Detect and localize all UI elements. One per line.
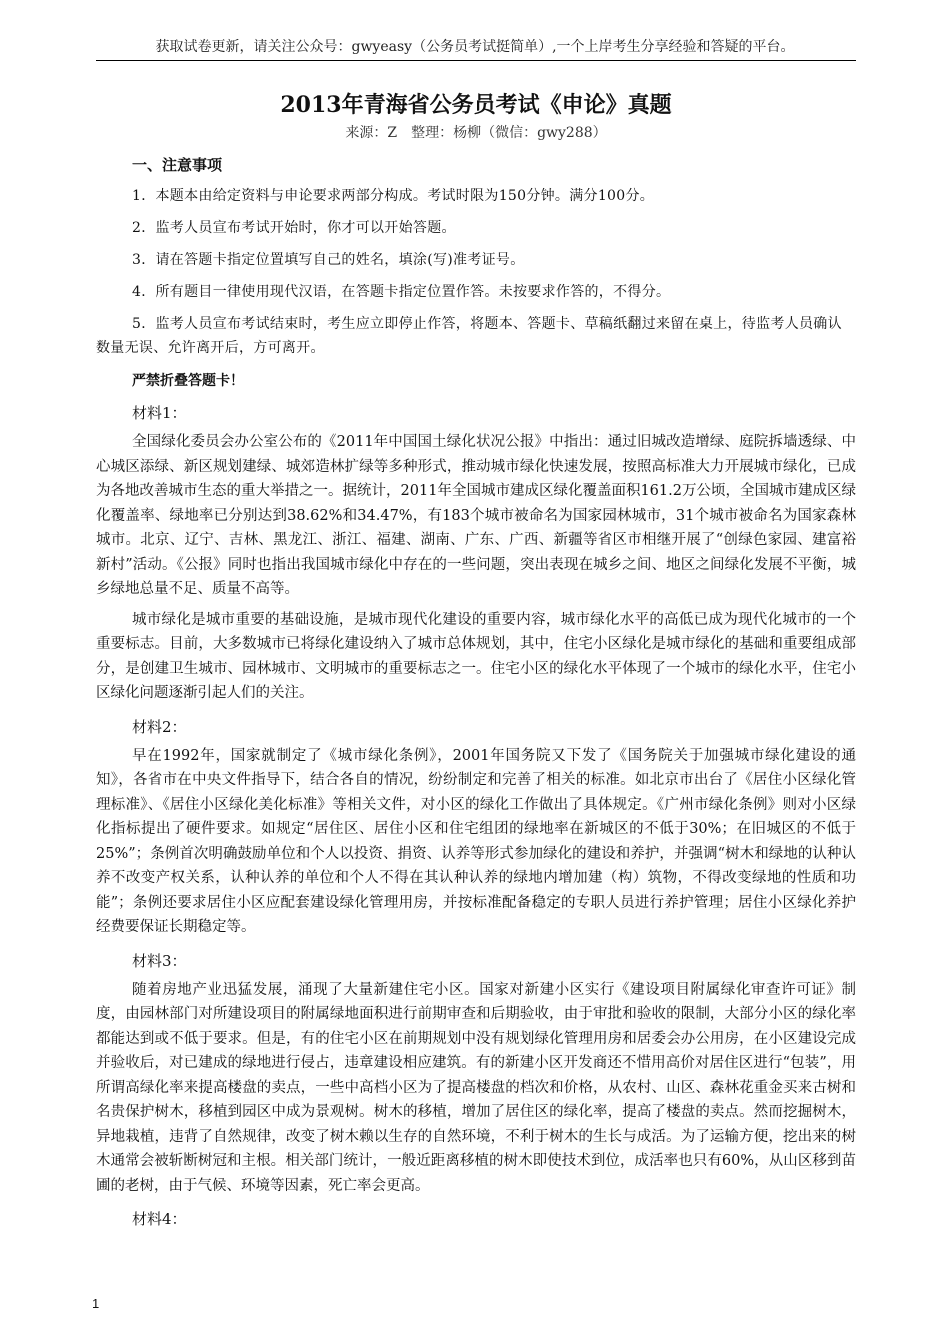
notice-item: 5．监考人员宣布考试结束时，考生应立即停止作答，将题本、答题卡、草稿纸翻过来留在桌上，待监考人员确认数量无误、允许离开后，方可离开。 [96,316,842,356]
material-heading: 材料1： [132,404,187,422]
notice-item: 2．监考人员宣布考试开始时，你才可以开始答题。 [132,220,456,236]
material-paragraph: 早在1992年，国家就制定了《城市绿化条例》，2001年国务院又下发了《国务院关于加强城市绿化建设的通知》，各省市在中央文件指导下，结合各自的情况，纷纷制定和完善了相关的标准。如北京市出台了《居住小区绿化管理标准》、《居住小区绿化美化标准》等相关文件，对小区的绿化工作做出了具体规定。《广州市绿化条例》则对小区绿化指标提出了硬件要求。如规定“居住区、居住小区和住宅组团的绿地率在新城区的不低于30%；在旧城区的不低于25%”；条例首次明确鼓励单位和个人以投资、捐资、认养等形式参加绿化的建设和养护，并强调“树木和绿地的认种认养不改变产权关系，认种认养的单位和个人不得在其认种认养的绿地内增加建（构）筑物，不得改变绿地的性质和功能”；条例还要求居住小区应配套建设绿化管理用房，并按标准配备稳定的专职人员进行养护管理；居住小区绿化养护经费要保证长期稳定等。 [96,747,856,935]
page-title: 2013年青海省公务员考试《申论》真题 [280,92,672,118]
header-divider [96,60,856,61]
material-heading: 材料3： [132,951,187,970]
material-paragraph: 城市绿化是城市重要的基础设施，是城市现代化建设的重要内容，城市绿化水平的高低已成为现代化城市的一个重要标志。目前，大多数城市已将绿化建设纳入了城市总体规划，其中，住宅小区绿化是城市绿化的基础和重要组成部分，是创建卫生城市、园林城市、文明城市的重要标志之一。住宅小区的绿化水平体现了一个城市的绿化水平，住宅小区绿化问题逐渐引起人们的关注。 [96,611,856,701]
notice-item: 3．请在答题卡指定位置填写自己的姓名，填涂(写)准考证号。 [132,252,525,268]
material-paragraph: 全国绿化委员会办公室公布的《2011年中国国土绿化状况公报》中指出：通过旧城改造增绿、庭院拆墙透绿、中心城区添绿、新区规划建绿、城郊造林扩绿等多种形式，推动城市绿化快速发展，按照高标准大力开展城市绿化，已成为各地改善城市生态的重大举措之一。据统计，2011年全国城市建成区绿化覆盖面积161.2万公顷，全国城市建成区绿化覆盖率、绿地率已分别达到38.62%和34.47%，有183个城市被命名为国家园林城市，31个城市被命名为国家森林城市。北京、辽宁、吉林、黑龙江、浙江、福建、湖南、广东、广西、新疆等省区市相继开展了“创绿色家园、建富裕新村”活动。《公报》同时也指出我国城市绿化中存在的一些问题，突出表现在城乡之间、地区之间绿化发展不平衡，城乡绿地总量不足、质量不高等。 [96,434,856,597]
material-heading: 材料2： [132,717,187,736]
notice-heading: 一、注意事项 [132,156,223,174]
header-note: 获取试卷更新，请关注公众号：gwyeasy（公务员考试挺简单）,一个上岸考生分享经验和答疑的平台。 [155,39,795,55]
notice-item: 1．本题本由给定资料与申论要求两部分构成。考试时限为150分钟。满分100分。 [132,188,655,204]
page-number: 1 [92,1296,100,1311]
material-heading: 材料4： [132,1210,187,1228]
material-paragraph: 随着房地产业迅猛发展，涌现了大量新建住宅小区。国家对新建小区实行《建设项目附属绿化审查许可证》制度，由园林部门对所建设项目的附属绿地面积进行前期审查和后期验收，由于审批和验收的限制，大部分小区的绿化率都能达到或不低于要求。但是，有的住宅小区在前期规划中没有规划绿化管理用房和居委会办公用房，在小区建设完成并验收后，对已建成的绿地进行侵占，违章建设相应建筑。有的新建小区开发商还不惜用高价对居住区进行“包装”，用所谓高绿化率来提高楼盘的卖点，一些中高档小区为了提高楼盘的档次和价格，从农村、山区、森林花重金买来古树和名贵保护树木，移植到园区中成为景观树。树木的移植，增加了居住区的绿化率，提高了楼盘的卖点。然而挖掘树木，异地栽植，违背了自然规律，改变了树木赖以生存的自然环境，不利于树木的生长与成活。为了运输方便，挖出来的树木通常会被斩断树冠和主根。相关部门统计，一般近距离移植的树木即使技术到位，成活率也只有60%，从山区移到苗圃的老树，由于气候、环境等因素，死亡率会更高。 [96,981,856,1194]
notice-item: 4．所有题目一律使用现代汉语，在答题卡指定位置作答。未按要求作答的，不得分。 [132,284,671,300]
warning-text: 严禁折叠答题卡！ [132,373,244,389]
document-body [96,90,856,1230]
source-line: 来源：Z 整理：杨柳（微信：gwy288） [345,125,607,141]
